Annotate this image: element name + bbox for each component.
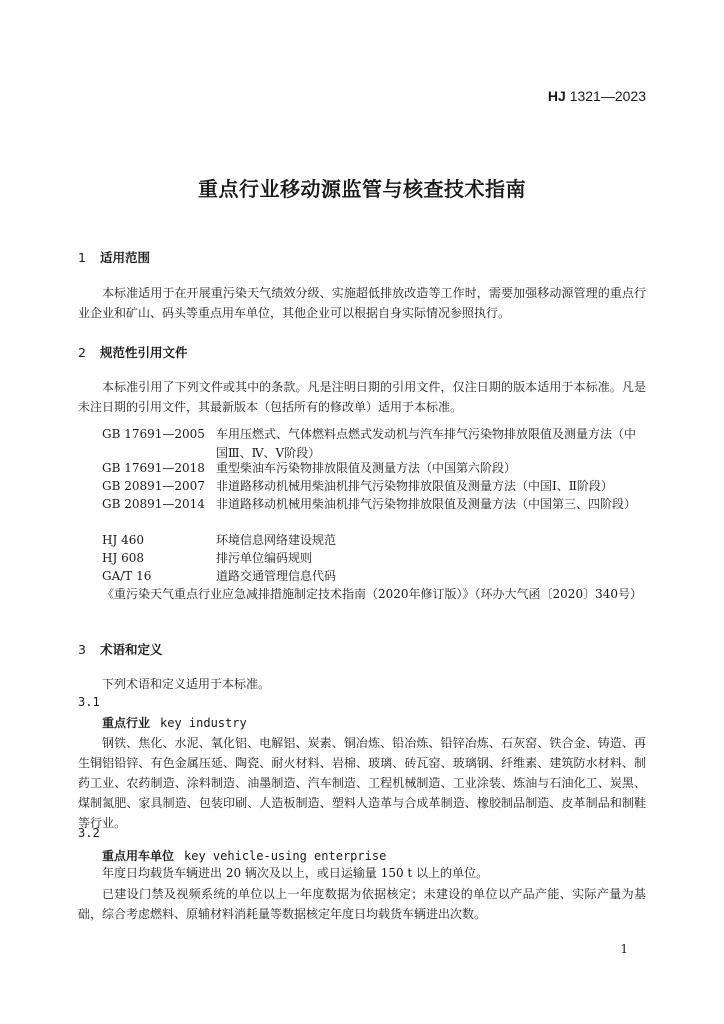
standard-code-number: 1321—2023 xyxy=(569,88,646,104)
standard-code xyxy=(548,88,646,104)
reference-code: GA/T 16 xyxy=(102,569,152,583)
clause-number: 3.2 xyxy=(78,826,100,840)
reference-code: GB 20891—2007 xyxy=(102,479,205,493)
term-definition: 钢铁、焦化、水泥、氧化铝、电解铝、炭素、铜冶炼、铅冶炼、铅锌冶炼、石灰窑、铁合金、铸造、再生铜铝铅锌、有色金属压延、陶瓷、耐火材料、岩棉、玻璃、砖瓦窑、玻璃钢、纤维素、建筑防水材料、制药工业、农药制造、涂料制造、油墨制造、汽车制造、工程机械制造、工业涂装、炼油与石油化工、炭黑、煤制氮肥、家具制造、包装印刷、人造板制造、塑料人造革与合成革制造、橡胶制品制造、皮革制品和制鞋等行业。 xyxy=(78,736,646,830)
term-definition: 年度日均载货车辆进出 20 辆次及以上，或日运输量 150 t 以上的单位。 xyxy=(102,866,489,880)
reference-title: 环境信息网络建设规范 xyxy=(216,533,337,547)
reference-title: 车用压燃式、气体燃料点燃式发动机与汽车排气污染物排放限值及测量方法（中国Ⅲ、Ⅳ、Ⅴ阶段） xyxy=(216,427,637,460)
reference-item xyxy=(102,425,646,463)
term-english: key industry xyxy=(160,716,247,730)
section-title: 术语和定义 xyxy=(100,642,163,657)
reference-title: 道路交通管理信息代码 xyxy=(216,569,337,583)
term-heading xyxy=(102,847,386,864)
reference-item xyxy=(102,477,646,496)
reference-extra: 《重污染天气重点行业应急减排措施制定技术指南（2020年修订版）》（环办大气函〔2020〕340号） xyxy=(102,587,642,601)
section-title: 规范性引用文件 xyxy=(100,345,188,360)
reference-title: 非道路移动机械用柴油机排气污染物排放限值及测量方法（中国Ⅰ、Ⅱ阶段） xyxy=(216,479,613,493)
reference-item xyxy=(102,495,646,514)
reference-code: GB 17691—2005 xyxy=(102,427,205,441)
section-2-heading xyxy=(78,343,188,361)
section-3-heading xyxy=(78,640,163,658)
section-number: 2 xyxy=(78,345,86,360)
term-english: key vehicle-using enterprise xyxy=(184,849,387,863)
term-heading xyxy=(102,714,247,731)
term-definition: 已建设门禁及视频系统的单位以上一年度数据为依据核定；未建设的单位以产品产能、实际产量为基础，综合考虑燃料、原辅材料消耗量等数据核定年度日均载货车辆进出次数。 xyxy=(78,887,646,921)
section-number: 3 xyxy=(78,642,86,657)
reference-title: 排污单位编码规则 xyxy=(216,551,313,565)
reference-title: 重型柴油车污染物排放限值及测量方法（中国第六阶段） xyxy=(216,461,517,475)
reference-code: HJ 608 xyxy=(102,551,144,565)
section-number: 1 xyxy=(78,250,86,265)
reference-code: HJ 460 xyxy=(102,533,144,547)
reference-item xyxy=(102,531,646,550)
section-2-paragraph: 本标准引用了下列文件或其中的条款。凡是注明日期的引用文件，仅注日期的版本适用于本标准。凡是未注日期的引用文件，其最新版本（包括所有的修改单）适用于本标准。 xyxy=(78,380,646,414)
standard-code-prefix: HJ xyxy=(547,88,566,104)
reference-title: 非道路移动机械用柴油机排气污染物排放限值及测量方法（中国第三、四阶段） xyxy=(216,497,637,511)
reference-code: GB 20891—2014 xyxy=(102,497,205,511)
term-chinese: 重点用车单位 xyxy=(102,849,175,863)
section-3-intro: 下列术语和定义适用于本标准。 xyxy=(102,677,271,691)
section-1-heading xyxy=(78,248,150,266)
term-chinese: 重点行业 xyxy=(102,716,151,730)
reference-item xyxy=(102,459,646,478)
section-title: 适用范围 xyxy=(100,250,151,265)
clause-number: 3.1 xyxy=(78,695,100,709)
page-number: 1 xyxy=(620,942,628,956)
reference-item xyxy=(102,549,646,568)
reference-code: GB 17691—2018 xyxy=(102,461,205,475)
document-title: 重点行业移动源监管与核查技术指南 xyxy=(198,177,526,201)
section-1-paragraph: 本标准适用于在开展重污染天气绩效分级、实施超低排放改造等工作时，需要加强移动源管理的重点行业企业和矿山、码头等重点用车单位，其他企业可以根据自身实际情况参照执行。 xyxy=(78,286,646,320)
